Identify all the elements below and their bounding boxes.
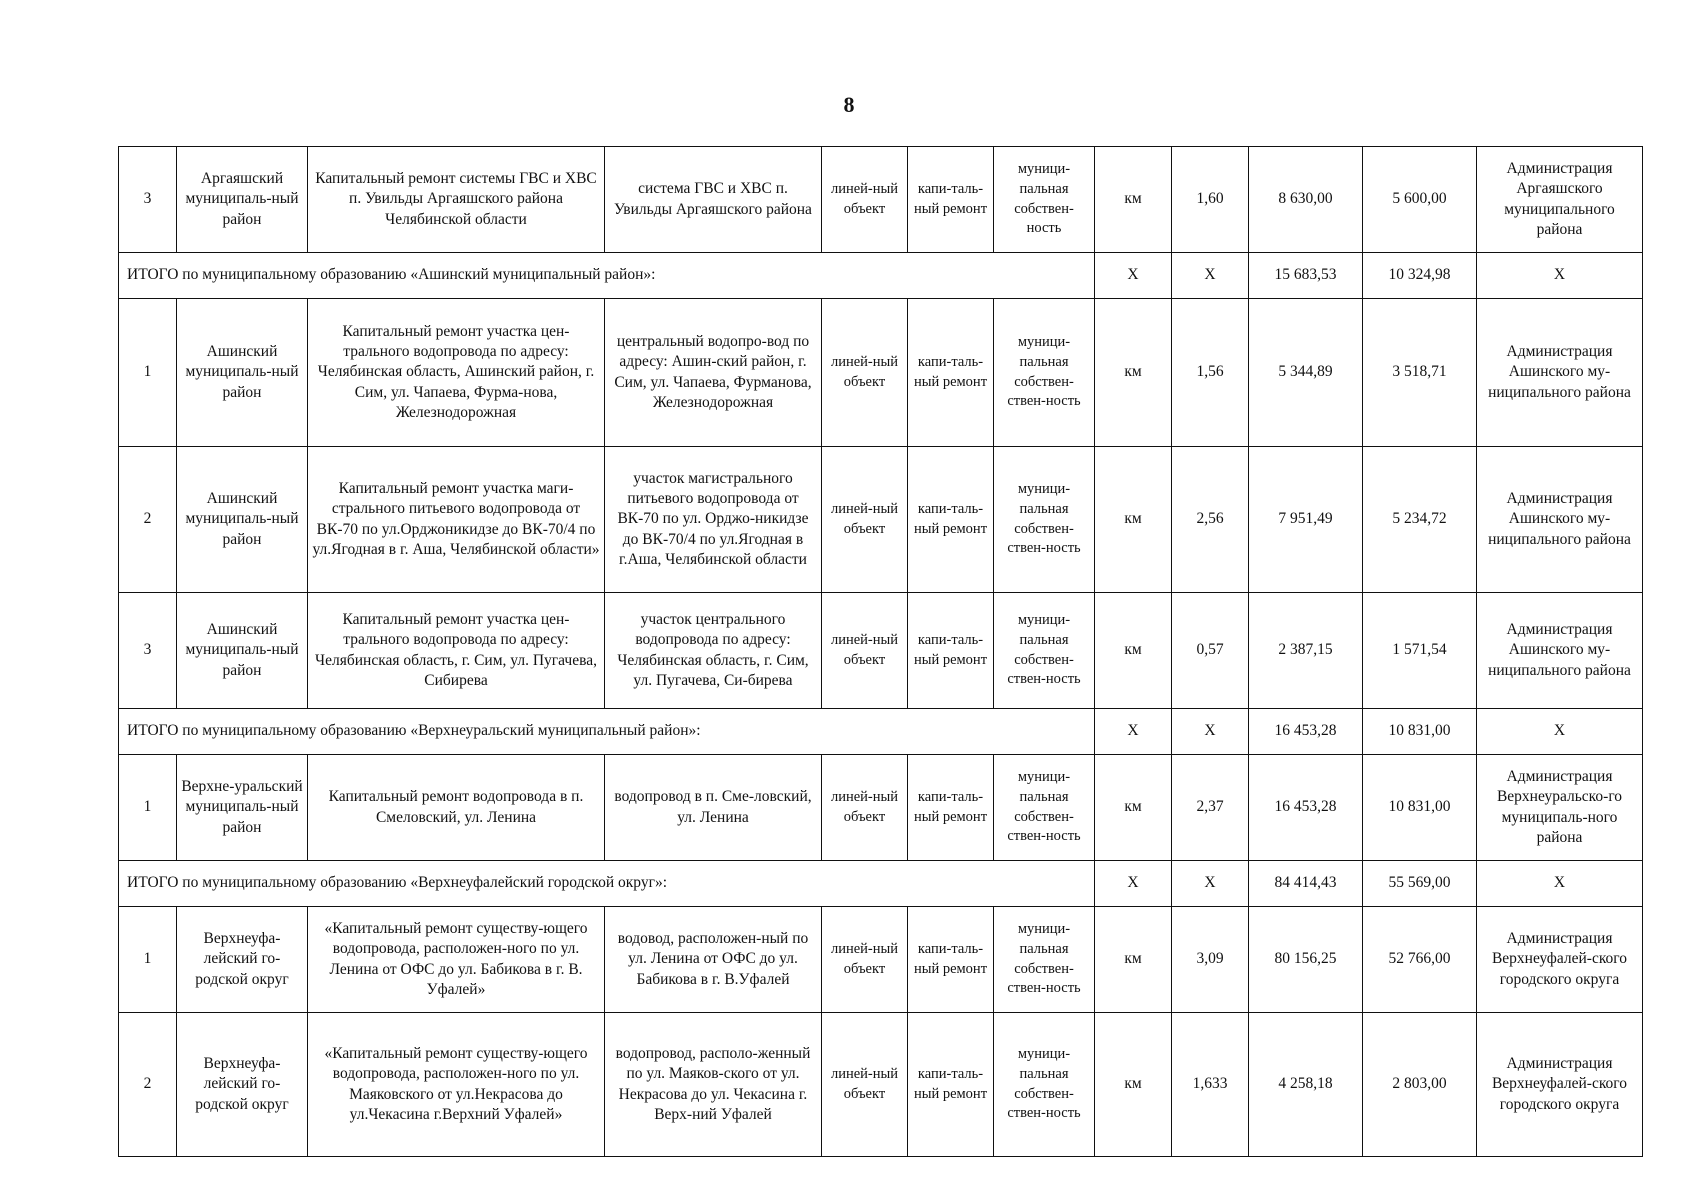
total-cost: 84 414,43 xyxy=(1249,861,1363,907)
ownership-form: муници-пальная собствен-ствен-ность xyxy=(994,447,1095,593)
customer-name: Администрация Верхнеуральско-го муниципаль-ного района xyxy=(1477,755,1643,861)
capacity-value: 3,09 xyxy=(1172,907,1249,1013)
table-row xyxy=(119,593,1643,709)
row-number: 1 xyxy=(119,299,177,447)
total-label: ИТОГО по муниципальному образованию «Верхнеуфалейский городской округ»: xyxy=(119,861,1095,907)
customer-name: Администрация Верхнеуфалей-ского городского округа xyxy=(1477,1013,1643,1157)
row-number: 1 xyxy=(119,907,177,1013)
total-cost: 8 630,00 xyxy=(1249,147,1363,253)
unit-of-measure: км xyxy=(1095,147,1172,253)
customer-name: X xyxy=(1477,861,1643,907)
customer-name: X xyxy=(1477,253,1643,299)
capacity-value: 1,60 xyxy=(1172,147,1249,253)
work-type: капи-таль-ный ремонт xyxy=(908,299,994,447)
table-row xyxy=(119,755,1643,861)
work-description: Капитальный ремонт участка маги-стрального питьевого водопровода от ВК-70 по ул.Орджоникидзе до ВК-70/4 по ул.Ягодная в г. Аша, Челябинской области» xyxy=(308,447,605,593)
table-row xyxy=(119,299,1643,447)
total-cost: 15 683,53 xyxy=(1249,253,1363,299)
capacity-value: 2,56 xyxy=(1172,447,1249,593)
row-number: 1 xyxy=(119,755,177,861)
capacity-value: 1,633 xyxy=(1172,1013,1249,1157)
funding-amount: 55 569,00 xyxy=(1363,861,1477,907)
unit-of-measure: км xyxy=(1095,755,1172,861)
capacity-value: X xyxy=(1172,861,1249,907)
total-label: ИТОГО по муниципальному образованию «Верхнеуральский муниципальный район»: xyxy=(119,709,1095,755)
ownership-form: муници-пальная собствен-ствен-ность xyxy=(994,593,1095,709)
total-cost: 16 453,28 xyxy=(1249,709,1363,755)
funding-amount: 10 324,98 xyxy=(1363,253,1477,299)
district-name: Верхне-уральский муниципаль-ный район xyxy=(177,755,308,861)
funding-amount: 10 831,00 xyxy=(1363,709,1477,755)
work-description: «Капитальный ремонт существу-ющего водопровода, расположен-ного по ул. Маяковского от ул.Некрасова до ул.Чекасина г.Верхний Уфалей» xyxy=(308,1013,605,1157)
unit-of-measure: X xyxy=(1095,709,1172,755)
funding-amount: 52 766,00 xyxy=(1363,907,1477,1013)
funding-amount: 2 803,00 xyxy=(1363,1013,1477,1157)
work-description: Капитальный ремонт системы ГВС и ХВС п. Увильды Аргаяшского района Челябинской области xyxy=(308,147,605,253)
work-type: капи-таль-ный ремонт xyxy=(908,907,994,1013)
funding-amount: 5 600,00 xyxy=(1363,147,1477,253)
unit-of-measure: X xyxy=(1095,861,1172,907)
row-number: 2 xyxy=(119,1013,177,1157)
object-kind: линей-ный объект xyxy=(822,593,908,709)
total-row xyxy=(119,861,1643,907)
capacity-value: X xyxy=(1172,709,1249,755)
total-cost: 80 156,25 xyxy=(1249,907,1363,1013)
capacity-value: X xyxy=(1172,253,1249,299)
customer-name: Администрация Ашинского му-ниципального района xyxy=(1477,593,1643,709)
customer-name: X xyxy=(1477,709,1643,755)
unit-of-measure: км xyxy=(1095,447,1172,593)
work-type: капи-таль-ный ремонт xyxy=(908,593,994,709)
unit-of-measure: X xyxy=(1095,253,1172,299)
district-name: Ашинский муниципаль-ный район xyxy=(177,299,308,447)
object-description: система ГВС и ХВС п. Увильды Аргаяшского района xyxy=(605,147,822,253)
district-name: Ашинский муниципаль-ный район xyxy=(177,447,308,593)
district-name: Верхнеуфа-лейский го-родской округ xyxy=(177,907,308,1013)
ownership-form: муници-пальная собствен-ствен-ность xyxy=(994,1013,1095,1157)
district-name: Верхнеуфа-лейский го-родской округ xyxy=(177,1013,308,1157)
work-description: Капитальный ремонт водопровода в п. Смеловский, ул. Ленина xyxy=(308,755,605,861)
object-kind: линей-ный объект xyxy=(822,147,908,253)
district-name: Ашинский муниципаль-ный район xyxy=(177,593,308,709)
investment-projects-table xyxy=(118,146,1643,1157)
table-row xyxy=(119,907,1643,1013)
table-row xyxy=(119,447,1643,593)
object-kind: линей-ный объект xyxy=(822,1013,908,1157)
work-type: капи-таль-ный ремонт xyxy=(908,755,994,861)
total-row xyxy=(119,253,1643,299)
funding-amount: 1 571,54 xyxy=(1363,593,1477,709)
row-number: 3 xyxy=(119,593,177,709)
row-number: 3 xyxy=(119,147,177,253)
work-description: Капитальный ремонт участка цен-трального водопровода по адресу: Челябинская область, Ашинский район, г. Сим, ул. Чапаева, Фурма-нова, Железнодорожная xyxy=(308,299,605,447)
object-description: участок центрального водопровода по адресу: Челябинская область, г. Сим, ул. Пугачева, Си-бирева xyxy=(605,593,822,709)
row-number: 2 xyxy=(119,447,177,593)
unit-of-measure: км xyxy=(1095,1013,1172,1157)
ownership-form: муници-пальная собствен-ствен-ность xyxy=(994,299,1095,447)
work-type: капи-таль-ный ремонт xyxy=(908,447,994,593)
total-label: ИТОГО по муниципальному образованию «Ашинский муниципальный район»: xyxy=(119,253,1095,299)
funding-amount: 10 831,00 xyxy=(1363,755,1477,861)
total-cost: 16 453,28 xyxy=(1249,755,1363,861)
work-type: капи-таль-ный ремонт xyxy=(908,147,994,253)
object-description: водопровод, располо-женный по ул. Маяков-ского от ул. Некрасова до ул. Чекасина г. Верх-ний Уфалей xyxy=(605,1013,822,1157)
work-description: Капитальный ремонт участка цен-трального водопровода по адресу: Челябинская область, г. Сим, ул. Пугачева, Сибирева xyxy=(308,593,605,709)
object-description: центральный водопро-вод по адресу: Ашин-ский район, г. Сим, ул. Чапаева, Фурманова, Железнодорожная xyxy=(605,299,822,447)
object-kind: линей-ный объект xyxy=(822,755,908,861)
object-description: участок магистрального питьевого водопровода от ВК-70 по ул. Орджо-никидзе до ВК-70/4 по ул.Ягодная в г.Аша, Челябинской области xyxy=(605,447,822,593)
ownership-form: муници-пальная собствен-ность xyxy=(994,147,1095,253)
table-row xyxy=(119,147,1643,253)
customer-name: Администрация Аргаяшского муниципального района xyxy=(1477,147,1643,253)
capacity-value: 0,57 xyxy=(1172,593,1249,709)
object-kind: линей-ный объект xyxy=(822,907,908,1013)
work-description: «Капитальный ремонт существу-ющего водопровода, расположен-ного по ул. Ленина от ОФС до ул. Бабикова в г. В. Уфалей» xyxy=(308,907,605,1013)
customer-name: Администрация Ашинского му-ниципального района xyxy=(1477,447,1643,593)
district-name: Аргаяшский муниципаль-ный район xyxy=(177,147,308,253)
object-description: водовод, расположен-ный по ул. Ленина от ОФС до ул. Бабикова в г. В.Уфалей xyxy=(605,907,822,1013)
total-cost: 2 387,15 xyxy=(1249,593,1363,709)
total-cost: 5 344,89 xyxy=(1249,299,1363,447)
object-kind: линей-ный объект xyxy=(822,447,908,593)
ownership-form: муници-пальная собствен-ствен-ность xyxy=(994,907,1095,1013)
table-row xyxy=(119,1013,1643,1157)
funding-amount: 3 518,71 xyxy=(1363,299,1477,447)
total-cost: 7 951,49 xyxy=(1249,447,1363,593)
unit-of-measure: км xyxy=(1095,299,1172,447)
capacity-value: 1,56 xyxy=(1172,299,1249,447)
work-type: капи-таль-ный ремонт xyxy=(908,1013,994,1157)
total-cost: 4 258,18 xyxy=(1249,1013,1363,1157)
customer-name: Администрация Ашинского му-ниципального района xyxy=(1477,299,1643,447)
customer-name: Администрация Верхнеуфалей-ского городского округа xyxy=(1477,907,1643,1013)
unit-of-measure: км xyxy=(1095,907,1172,1013)
total-row xyxy=(119,709,1643,755)
object-kind: линей-ный объект xyxy=(822,299,908,447)
page-number: 8 xyxy=(843,92,855,117)
object-description: водопровод в п. Сме-ловский, ул. Ленина xyxy=(605,755,822,861)
ownership-form: муници-пальная собствен-ствен-ность xyxy=(994,755,1095,861)
unit-of-measure: км xyxy=(1095,593,1172,709)
capacity-value: 2,37 xyxy=(1172,755,1249,861)
funding-amount: 5 234,72 xyxy=(1363,447,1477,593)
